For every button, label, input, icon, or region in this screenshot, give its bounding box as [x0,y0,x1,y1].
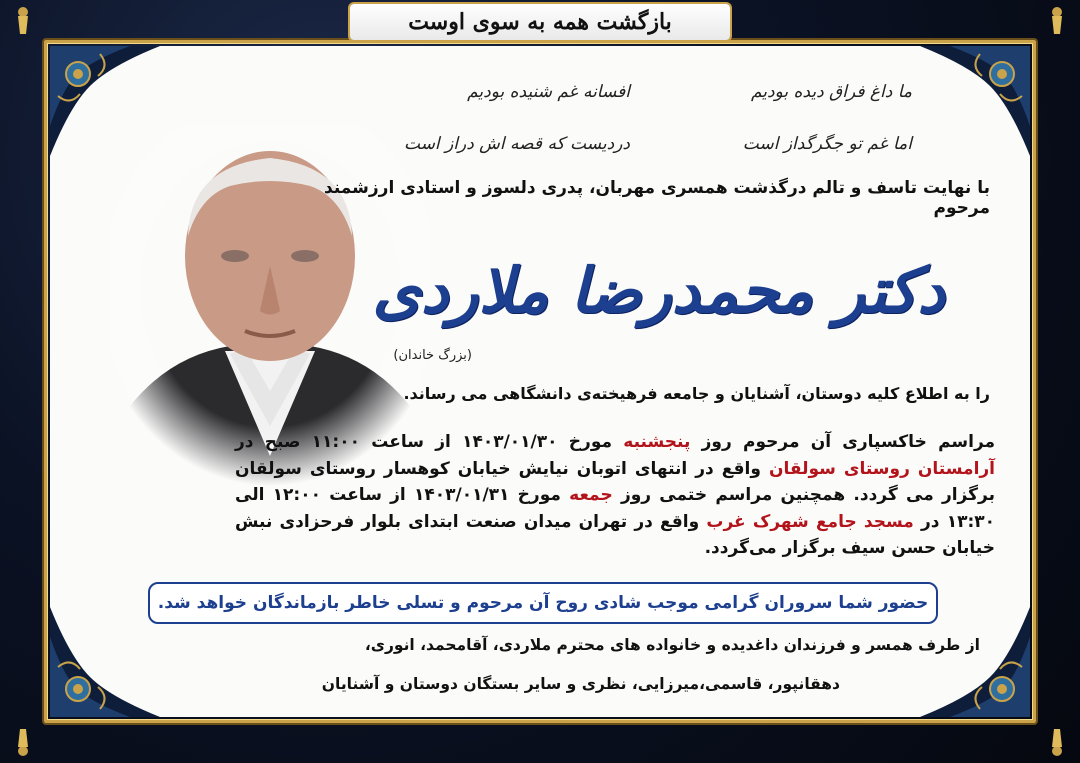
burial-place: آرامستان [917,458,996,479]
intro-text: با نهایت تاسف و تالم درگذشت همسری مهربان، پدری دلسوز و استادی ارزشمند مرحوم [324,178,990,218]
ceremony-text: مراسم خاکسپاری آن مرحوم روز [701,432,996,452]
deceased-note: (بزرگ خاندان) [393,348,472,363]
ceremony-text: در [921,511,940,532]
floral-corner-ornament-icon [920,46,1030,156]
family-line-2: دهقانپور، قاسمی،میرزایی، نظری و سایر بستگان دوستان و آشنایان [321,675,840,693]
poem-line2-left: دردیست که قصه اش دراز است [404,134,630,154]
attendance-text: حضور شما سروران گرامی موجب شادی روح آن مرحوم و تسلی خاطر بازماندگان خواهد شد. [157,593,929,613]
notice-panel [50,46,1030,717]
poem-line1-right: ما داغ فراق دیده بودیم [750,82,912,102]
memorial-place: مسجد جامع شهرک غرب [706,511,914,532]
ceremony-text: همچنین مراسم ختمی روز [620,485,846,505]
ceremony-text: از ساعت [371,432,451,452]
burial-village: روستای سولقان [768,458,910,479]
ceremony-text: واقع در انتهای اتوبان نیایش خیابان کوهسار روستای سولقان برگزار می گردد. [235,458,995,505]
burial-date: ۱۴۰۳/۰۱/۳۰ [462,432,558,452]
memorial-start-time: ۱۲:۰۰ [272,485,321,505]
burial-time: ۱۱:۰۰ [311,432,360,452]
tassel-icon [14,6,32,36]
ceremony-text: از ساعت [329,485,406,505]
ceremony-text: واقع در تهران میدان صنعت ابتدای بلوار فرحزادی نبش خیابان حسن سیف برگزار می‌گردد. [235,511,995,558]
poem-line2-right: اما غم تو جگرگداز است [742,134,912,154]
floral-corner-ornament-icon [920,607,1030,717]
attendance-box [148,582,938,624]
floral-corner-ornament-icon [50,46,160,156]
memorial-date: ۱۴۰۳/۰۱/۳۱ [414,485,510,505]
ceremony-paragraph [235,429,995,562]
burial-day: پنجشنبه [623,432,691,452]
deceased-name: دکتر محمدرضا ملاردی [372,254,945,327]
header-title: بازگشت همه به سوی اوست [408,9,672,35]
announcement-text: را به اطلاع کلیه دوستان، آشنایان و جامعه فرهیخته‌ی دانشگاهی می رساند. [403,384,990,403]
poem-line1-left: افسانه غم شنیده بودیم [467,82,630,102]
memorial-end-time: ۱۳:۳۰ [946,511,996,532]
family-line-1: از طرف همسر و فرزندان داغدیده و خانواده های محترم ملاردی، آقامحمد، انوری، [364,636,980,654]
ceremony-text: صبح در [235,432,301,452]
ceremony-text: الی [235,485,265,505]
ceremony-text: مورخ [517,485,561,505]
header-banner [350,4,730,40]
memorial-day: جمعه [569,485,613,505]
tassel-icon [1048,727,1066,757]
tassel-icon [14,727,32,757]
tassel-icon [1048,6,1066,36]
floral-corner-ornament-icon [50,607,160,717]
ceremony-text: مورخ [568,432,613,452]
